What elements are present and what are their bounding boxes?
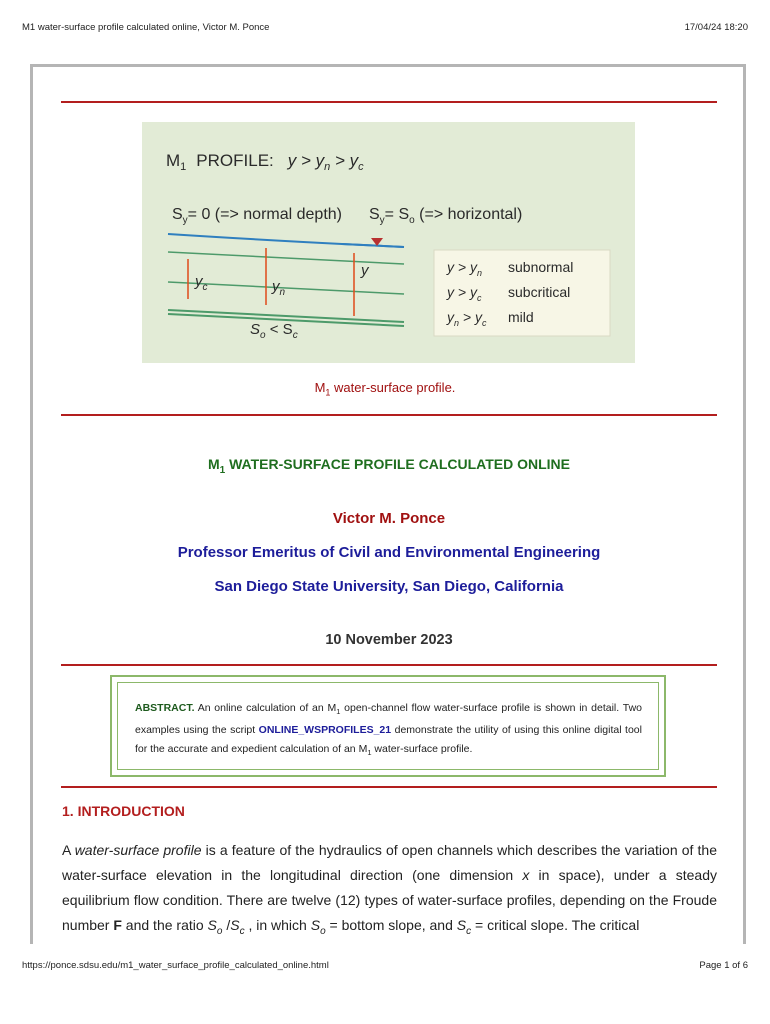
page-title: $M_1$ WATER-SURFACE PROFILE CALCULATED ONLINE	[207, 456, 571, 476]
label-y: y	[361, 262, 369, 279]
introduction-paragraph: A water-surface profile is a feature of the hydraulics of open channels which describes the variation of the water-surface elevation in the longitudinal direction (one dimension x in space), under a steady equilibrium flow condition. There are twelve (12) types of water-surface profiles, depending on the Froude number F and the ratio $S_o$ $/S_c$ , in which $S_o$ = bottom slope, and $S_c$ = critical slope. The critical	[62, 842, 717, 937]
label-yc: $y_c$	[195, 273, 208, 293]
divider	[61, 786, 717, 788]
m1-profile-figure	[142, 122, 635, 363]
author-name: Victor M. Ponce	[332, 510, 446, 527]
publication-date: 10 November 2023	[325, 632, 453, 648]
legend-row-mild: $y_n > y_c$ mild	[447, 309, 534, 328]
divider	[61, 101, 717, 103]
legend-row-subnormal: $y > y_n$ subnormal	[447, 259, 574, 278]
print-header	[22, 22, 748, 36]
figure-sy-horizontal: $S_y= S_o$ (=> horizontal)	[369, 206, 523, 226]
print-header-title: M1 water-surface profile calculated online, Victor M. Ponce	[22, 22, 270, 33]
figure-profile-title: $M_1$ PROFILE: $y > y_n > y_c$	[166, 151, 364, 173]
print-footer-page-number: Page 1 of 6	[699, 960, 748, 971]
print-header-datetime: 17/04/24 18:20	[684, 22, 748, 33]
normal-depth-line	[168, 252, 404, 264]
divider	[61, 414, 717, 416]
author-affiliation-title: Professor Emeritus of Civil and Environmental Engineering	[177, 544, 601, 561]
label-slope: $S_o < S_c$	[250, 321, 298, 341]
script-name: ONLINE_WSPROFILES_21	[258, 724, 392, 737]
section-heading-introduction: 1. INTRODUCTION	[62, 803, 185, 819]
divider	[61, 664, 717, 666]
label-yn: $y_n$	[272, 278, 286, 298]
figure-sy-normal: $S_y= 0$ (=> normal depth)	[172, 206, 342, 226]
author-affiliation-university: San Diego State University, San Diego, California	[214, 578, 564, 595]
print-footer	[22, 960, 748, 974]
abstract-text: ABSTRACT. An online calculation of an $M_1$ open-channel flow water-surface profile is shown in detail. Two examples using the script ONLINE_WSPROFILES_21 demonstrate the utility of using this online digital tool for the accurate and expedient calculation of an $M_1$ water-surface profile.	[117, 682, 659, 770]
print-footer-url: https://ponce.sdsu.edu/m1_water_surface_profile_calculated_online.html	[22, 960, 329, 971]
abstract-box	[110, 675, 666, 777]
figure-caption: $M_1$ water-surface profile.	[314, 380, 456, 398]
legend-row-subcritical: $y > y_c$ subcritical	[447, 284, 571, 303]
